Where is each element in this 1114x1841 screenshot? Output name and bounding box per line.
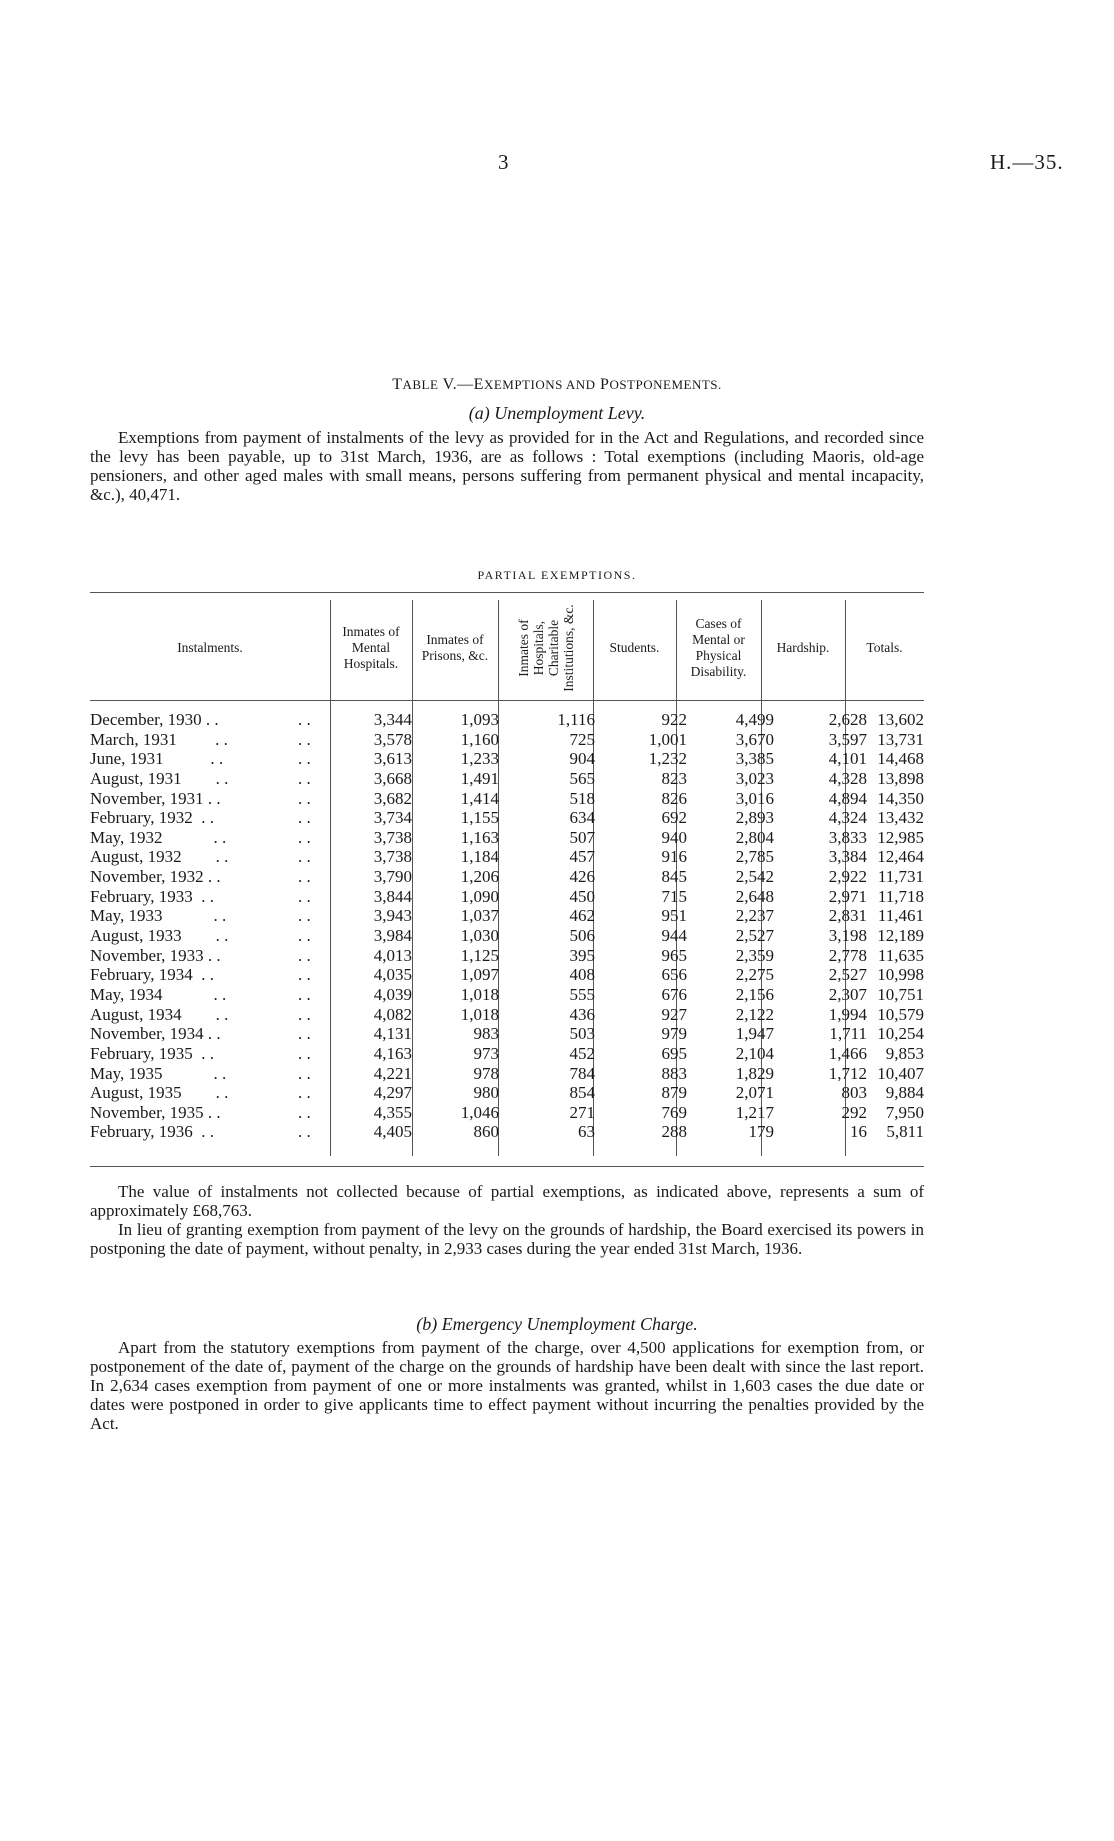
header-mental-hospitals: Inmates of Mental Hospitals. bbox=[342, 624, 400, 671]
cell-prisons: 1,184 bbox=[460, 847, 499, 867]
cell-charitable: 518 bbox=[569, 788, 595, 808]
table-row bbox=[90, 906, 924, 926]
cell-students: 883 bbox=[661, 1063, 687, 1083]
cell-mental-hospitals: 4,221 bbox=[373, 1063, 412, 1083]
cell-charitable: 507 bbox=[569, 827, 595, 847]
cell-disability: 1,217 bbox=[735, 1102, 774, 1122]
cell-totals: 7,950 bbox=[885, 1102, 924, 1122]
cell-students: 845 bbox=[661, 867, 687, 887]
cell-students: 940 bbox=[661, 827, 687, 847]
cell-hardship: 3,597 bbox=[828, 729, 867, 749]
cell-hardship: 4,328 bbox=[828, 768, 867, 788]
cell-charitable: 408 bbox=[569, 965, 595, 985]
cell-students: 769 bbox=[661, 1102, 687, 1122]
table-header-rule bbox=[90, 700, 924, 701]
leader-dots: . . bbox=[298, 749, 311, 769]
cell-disability: 2,359 bbox=[735, 945, 774, 965]
row-label: February, 1933 . . bbox=[90, 886, 215, 906]
section-b-paragraph bbox=[90, 1338, 924, 1433]
cell-prisons: 1,097 bbox=[460, 965, 499, 985]
cell-disability: 3,670 bbox=[735, 729, 774, 749]
table-title bbox=[0, 376, 1114, 394]
cell-hardship: 2,628 bbox=[828, 710, 867, 729]
cell-charitable: 725 bbox=[569, 729, 595, 749]
row-label: December, 1930 . . bbox=[90, 710, 219, 729]
cell-mental-hospitals: 3,844 bbox=[373, 886, 412, 906]
leader-dots: . . bbox=[298, 984, 311, 1004]
cell-hardship: 16 bbox=[850, 1122, 867, 1142]
header-disability: Cases of Mental or Physical Disability. bbox=[690, 616, 747, 679]
cell-mental-hospitals: 4,405 bbox=[373, 1122, 412, 1142]
cell-charitable: 1,116 bbox=[557, 710, 595, 729]
cell-students: 927 bbox=[661, 1004, 687, 1024]
cell-students: 944 bbox=[661, 926, 687, 946]
cell-charitable: 462 bbox=[569, 906, 595, 926]
cell-totals: 11,461 bbox=[877, 906, 924, 926]
cell-hardship: 3,384 bbox=[828, 847, 867, 867]
header-charitable-institutions: Inmates of Hospitals, Charitable Institutions, &c. bbox=[515, 604, 576, 692]
cell-hardship: 2,922 bbox=[828, 867, 867, 887]
cell-prisons: 1,233 bbox=[460, 749, 499, 769]
leader-dots: . . bbox=[298, 1102, 311, 1122]
row-label: March, 1931 . . bbox=[90, 729, 228, 749]
title-initial: P bbox=[595, 376, 610, 393]
cell-disability: 4,499 bbox=[735, 710, 774, 729]
cell-mental-hospitals: 4,131 bbox=[373, 1024, 412, 1044]
row-label: February, 1935 . . bbox=[90, 1043, 215, 1063]
cell-disability: 2,648 bbox=[735, 886, 774, 906]
cell-students: 951 bbox=[661, 906, 687, 926]
page-number: 3 bbox=[498, 150, 509, 174]
cell-totals: 11,718 bbox=[877, 886, 924, 906]
cell-prisons: 1,093 bbox=[460, 710, 499, 729]
document-reference: H.—35. bbox=[990, 150, 1064, 174]
leader-dots: . . bbox=[298, 729, 311, 749]
table-row bbox=[90, 828, 924, 848]
leader-dots: . . bbox=[298, 886, 311, 906]
cell-students: 916 bbox=[661, 847, 687, 867]
cell-totals: 13,731 bbox=[877, 729, 924, 749]
cell-hardship: 2,307 bbox=[828, 984, 867, 1004]
title-number: V.— bbox=[438, 376, 474, 393]
header-prisons: Inmates of Prisons, &c. bbox=[421, 632, 489, 663]
cell-prisons: 1,125 bbox=[460, 945, 499, 965]
cell-totals: 5,811 bbox=[886, 1122, 924, 1142]
table-row bbox=[90, 1005, 924, 1025]
leader-dots: . . bbox=[298, 1122, 311, 1142]
cell-mental-hospitals: 4,082 bbox=[373, 1004, 412, 1024]
cell-hardship: 292 bbox=[841, 1102, 867, 1122]
row-label: May, 1934 . . bbox=[90, 984, 227, 1004]
cell-hardship: 2,971 bbox=[828, 886, 867, 906]
cell-charitable: 503 bbox=[569, 1024, 595, 1044]
note-postponement: In lieu of granting exemption from payment of the levy on the grounds of hardship, the Board exercised its powers in postponing the date of payment, without penalty, in 2,933 cases during the year ended 31st March, 1936. bbox=[90, 1220, 924, 1258]
cell-students: 979 bbox=[661, 1024, 687, 1044]
notes bbox=[90, 1182, 924, 1258]
table-row bbox=[90, 789, 924, 809]
paragraph-text: Apart from the statutory exemptions from payment of the charge, over 4,500 applications for exemption from, or postponement of the date of, payment of the charge on the grounds of hardship have been dealt with since the last report. In 2,634 cases exemption from payment of one or more instalments was granted, whilst in 1,603 cases the due date or dates were postponed in order to give applicants time to effect payment without incurring the penalties provided by the Act. bbox=[90, 1338, 924, 1433]
cell-hardship: 1,994 bbox=[828, 1004, 867, 1024]
cell-mental-hospitals: 3,738 bbox=[373, 847, 412, 867]
row-label: May, 1935 . . bbox=[90, 1063, 227, 1083]
cell-totals: 10,254 bbox=[877, 1024, 924, 1044]
table-body bbox=[90, 710, 924, 1142]
cell-charitable: 271 bbox=[569, 1102, 595, 1122]
cell-mental-hospitals: 4,163 bbox=[373, 1043, 412, 1063]
cell-prisons: 860 bbox=[473, 1122, 499, 1142]
table-row bbox=[90, 887, 924, 907]
cell-totals: 9,884 bbox=[885, 1083, 924, 1103]
cell-prisons: 1,018 bbox=[460, 1004, 499, 1024]
cell-prisons: 1,018 bbox=[460, 984, 499, 1004]
cell-students: 1,001 bbox=[648, 729, 687, 749]
cell-disability: 179 bbox=[748, 1122, 774, 1142]
cell-charitable: 450 bbox=[569, 886, 595, 906]
cell-hardship: 1,466 bbox=[828, 1043, 867, 1063]
title-initial: E bbox=[473, 376, 484, 393]
cell-totals: 10,579 bbox=[877, 1004, 924, 1024]
cell-totals: 10,407 bbox=[877, 1063, 924, 1083]
table-row bbox=[90, 985, 924, 1005]
cell-hardship: 2,778 bbox=[828, 945, 867, 965]
cell-prisons: 1,090 bbox=[460, 886, 499, 906]
cell-mental-hospitals: 4,297 bbox=[373, 1083, 412, 1103]
cell-charitable: 436 bbox=[569, 1004, 595, 1024]
table-row bbox=[90, 710, 924, 730]
cell-prisons: 1,046 bbox=[460, 1102, 499, 1122]
cell-totals: 12,985 bbox=[877, 827, 924, 847]
cell-totals: 9,853 bbox=[885, 1043, 924, 1063]
cell-disability: 2,893 bbox=[735, 808, 774, 828]
cell-mental-hospitals: 3,734 bbox=[373, 808, 412, 828]
leader-dots: . . bbox=[298, 945, 311, 965]
cell-charitable: 452 bbox=[569, 1043, 595, 1063]
cell-hardship: 3,198 bbox=[828, 926, 867, 946]
cell-prisons: 973 bbox=[473, 1043, 499, 1063]
cell-students: 879 bbox=[661, 1083, 687, 1103]
leader-dots: . . bbox=[298, 867, 311, 887]
cell-charitable: 457 bbox=[569, 847, 595, 867]
cell-disability: 2,104 bbox=[735, 1043, 774, 1063]
cell-totals: 13,432 bbox=[877, 808, 924, 828]
cell-charitable: 565 bbox=[569, 768, 595, 788]
header-charitable-wrapper bbox=[498, 600, 593, 696]
cell-prisons: 1,491 bbox=[460, 768, 499, 788]
row-label: August, 1934 . . bbox=[90, 1004, 229, 1024]
cell-charitable: 854 bbox=[569, 1083, 595, 1103]
cell-prisons: 983 bbox=[473, 1024, 499, 1044]
cell-prisons: 980 bbox=[473, 1083, 499, 1103]
cell-charitable: 555 bbox=[569, 984, 595, 1004]
cell-students: 715 bbox=[661, 886, 687, 906]
row-label: November, 1932 . . bbox=[90, 867, 221, 887]
cell-disability: 1,947 bbox=[735, 1024, 774, 1044]
partial-exemptions-title: PARTIAL EXEMPTIONS. bbox=[477, 568, 637, 582]
table-row bbox=[90, 808, 924, 828]
cell-mental-hospitals: 3,790 bbox=[373, 867, 412, 887]
cell-hardship: 803 bbox=[841, 1083, 867, 1103]
cell-charitable: 634 bbox=[569, 808, 595, 828]
paragraph-text: Exemptions from payment of instalments of the levy as provided for in the Act and Regulations, and recorded since the levy has been payable, up to 31st March, 1936, are as follows : Total exemptions (including Maoris, old-age pensioners, and other aged males with small means, persons suffering from permanent physical and mental incapacity, &c.), 40,471. bbox=[90, 428, 924, 504]
header-hardship: Hardship. bbox=[776, 640, 830, 655]
cell-totals: 10,998 bbox=[877, 965, 924, 985]
cell-charitable: 506 bbox=[569, 926, 595, 946]
cell-students: 692 bbox=[661, 808, 687, 828]
leader-dots: . . bbox=[298, 1063, 311, 1083]
cell-disability: 2,785 bbox=[735, 847, 774, 867]
table-top-rule bbox=[90, 592, 924, 593]
leader-dots: . . bbox=[298, 965, 311, 985]
cell-hardship: 2,527 bbox=[828, 965, 867, 985]
cell-students: 1,232 bbox=[648, 749, 687, 769]
table-row bbox=[90, 946, 924, 966]
table-row bbox=[90, 926, 924, 946]
cell-charitable: 784 bbox=[569, 1063, 595, 1083]
table-row bbox=[90, 1122, 924, 1142]
cell-mental-hospitals: 3,943 bbox=[373, 906, 412, 926]
cell-prisons: 1,163 bbox=[460, 827, 499, 847]
cell-totals: 13,898 bbox=[877, 768, 924, 788]
row-label: August, 1932 . . bbox=[90, 847, 229, 867]
leader-dots: . . bbox=[298, 827, 311, 847]
cell-mental-hospitals: 4,035 bbox=[373, 965, 412, 985]
cell-disability: 3,385 bbox=[735, 749, 774, 769]
note-partial-value: The value of instalments not collected because of partial exemptions, as indicated above, represents a sum of approximately £68,763. bbox=[90, 1182, 924, 1220]
section-a-paragraph bbox=[90, 428, 924, 504]
table-row bbox=[90, 730, 924, 750]
cell-totals: 14,350 bbox=[877, 788, 924, 808]
cell-totals: 14,468 bbox=[877, 749, 924, 769]
cell-students: 965 bbox=[661, 945, 687, 965]
cell-hardship: 1,712 bbox=[828, 1063, 867, 1083]
cell-disability: 2,527 bbox=[735, 926, 774, 946]
cell-students: 288 bbox=[661, 1122, 687, 1142]
table-row bbox=[90, 1103, 924, 1123]
table-row bbox=[90, 1064, 924, 1084]
cell-totals: 11,731 bbox=[877, 867, 924, 887]
cell-students: 922 bbox=[661, 710, 687, 729]
cell-hardship: 4,324 bbox=[828, 808, 867, 828]
cell-mental-hospitals: 3,578 bbox=[373, 729, 412, 749]
leader-dots: . . bbox=[298, 906, 311, 926]
row-label: February, 1934 . . bbox=[90, 965, 215, 985]
cell-disability: 2,542 bbox=[735, 867, 774, 887]
cell-hardship: 4,101 bbox=[828, 749, 867, 769]
cell-disability: 2,804 bbox=[735, 827, 774, 847]
cell-hardship: 4,894 bbox=[828, 788, 867, 808]
cell-mental-hospitals: 3,668 bbox=[373, 768, 412, 788]
cell-prisons: 1,160 bbox=[460, 729, 499, 749]
cell-disability: 3,023 bbox=[735, 768, 774, 788]
header-totals: Totals. bbox=[866, 640, 903, 655]
row-label: May, 1933 . . bbox=[90, 906, 227, 926]
row-label: May, 1932 . . bbox=[90, 827, 227, 847]
row-label: August, 1933 . . bbox=[90, 926, 229, 946]
cell-students: 656 bbox=[661, 965, 687, 985]
table-row bbox=[90, 965, 924, 985]
row-label: February, 1932 . . bbox=[90, 808, 215, 828]
leader-dots: . . bbox=[298, 926, 311, 946]
cell-mental-hospitals: 3,738 bbox=[373, 827, 412, 847]
cell-disability: 2,122 bbox=[735, 1004, 774, 1024]
cell-totals: 12,189 bbox=[877, 926, 924, 946]
title-initial: T bbox=[392, 376, 403, 393]
section-a-heading: (a) Unemployment Levy. bbox=[468, 403, 646, 423]
cell-prisons: 1,155 bbox=[460, 808, 499, 828]
cell-students: 826 bbox=[661, 788, 687, 808]
cell-disability: 2,071 bbox=[735, 1083, 774, 1103]
leader-dots: . . bbox=[298, 1043, 311, 1063]
row-label: August, 1935 . . bbox=[90, 1083, 229, 1103]
cell-students: 695 bbox=[661, 1043, 687, 1063]
cell-students: 676 bbox=[661, 984, 687, 1004]
table-row bbox=[90, 749, 924, 769]
leader-dots: . . bbox=[298, 710, 311, 729]
cell-students: 823 bbox=[661, 768, 687, 788]
leader-dots: . . bbox=[298, 1024, 311, 1044]
leader-dots: . . bbox=[298, 788, 311, 808]
header-instalments: Instalments. bbox=[177, 640, 243, 655]
cell-totals: 12,464 bbox=[877, 847, 924, 867]
table-row bbox=[90, 1044, 924, 1064]
row-label: November, 1931 . . bbox=[90, 788, 221, 808]
title-smallcaps: ABLE bbox=[402, 377, 439, 392]
cell-totals: 11,635 bbox=[877, 945, 924, 965]
cell-prisons: 1,414 bbox=[460, 788, 499, 808]
cell-mental-hospitals: 3,682 bbox=[373, 788, 412, 808]
row-label: August, 1931 . . bbox=[90, 768, 229, 788]
table-row bbox=[90, 1083, 924, 1103]
leader-dots: . . bbox=[298, 1004, 311, 1024]
cell-disability: 3,016 bbox=[735, 788, 774, 808]
cell-prisons: 1,206 bbox=[460, 867, 499, 887]
header-students: Students. bbox=[609, 640, 660, 655]
title-smallcaps: XEMPTIONS AND bbox=[483, 377, 596, 392]
cell-totals: 10,751 bbox=[877, 984, 924, 1004]
table-row bbox=[90, 847, 924, 867]
cell-disability: 2,237 bbox=[735, 906, 774, 926]
cell-prisons: 978 bbox=[473, 1063, 499, 1083]
section-b-heading: (b) Emergency Unemployment Charge. bbox=[416, 1314, 698, 1334]
title-smallcaps: OSTPONEMENTS. bbox=[609, 377, 722, 392]
cell-disability: 2,156 bbox=[735, 984, 774, 1004]
leader-dots: . . bbox=[298, 847, 311, 867]
row-label: June, 1931 . . bbox=[90, 749, 224, 769]
cell-mental-hospitals: 4,355 bbox=[373, 1102, 412, 1122]
table-row bbox=[90, 867, 924, 887]
table-bottom-rule bbox=[90, 1166, 924, 1167]
row-label: November, 1935 . . bbox=[90, 1102, 221, 1122]
cell-mental-hospitals: 4,039 bbox=[373, 984, 412, 1004]
cell-charitable: 426 bbox=[569, 867, 595, 887]
cell-charitable: 904 bbox=[569, 749, 595, 769]
cell-prisons: 1,037 bbox=[460, 906, 499, 926]
cell-charitable: 63 bbox=[578, 1122, 595, 1142]
leader-dots: . . bbox=[298, 808, 311, 828]
row-label: February, 1936 . . bbox=[90, 1122, 215, 1142]
cell-mental-hospitals: 3,613 bbox=[373, 749, 412, 769]
cell-mental-hospitals: 4,013 bbox=[373, 945, 412, 965]
cell-disability: 1,829 bbox=[735, 1063, 774, 1083]
table-row bbox=[90, 769, 924, 789]
leader-dots: . . bbox=[298, 768, 311, 788]
cell-disability: 2,275 bbox=[735, 965, 774, 985]
row-label: November, 1933 . . bbox=[90, 945, 221, 965]
leader-dots: . . bbox=[298, 1083, 311, 1103]
cell-hardship: 3,833 bbox=[828, 827, 867, 847]
cell-prisons: 1,030 bbox=[460, 926, 499, 946]
cell-hardship: 2,831 bbox=[828, 906, 867, 926]
cell-hardship: 1,711 bbox=[829, 1024, 867, 1044]
cell-mental-hospitals: 3,984 bbox=[373, 926, 412, 946]
table-row bbox=[90, 1024, 924, 1044]
cell-charitable: 395 bbox=[569, 945, 595, 965]
cell-mental-hospitals: 3,344 bbox=[373, 710, 412, 729]
row-label: November, 1934 . . bbox=[90, 1024, 221, 1044]
cell-totals: 13,602 bbox=[877, 710, 924, 729]
